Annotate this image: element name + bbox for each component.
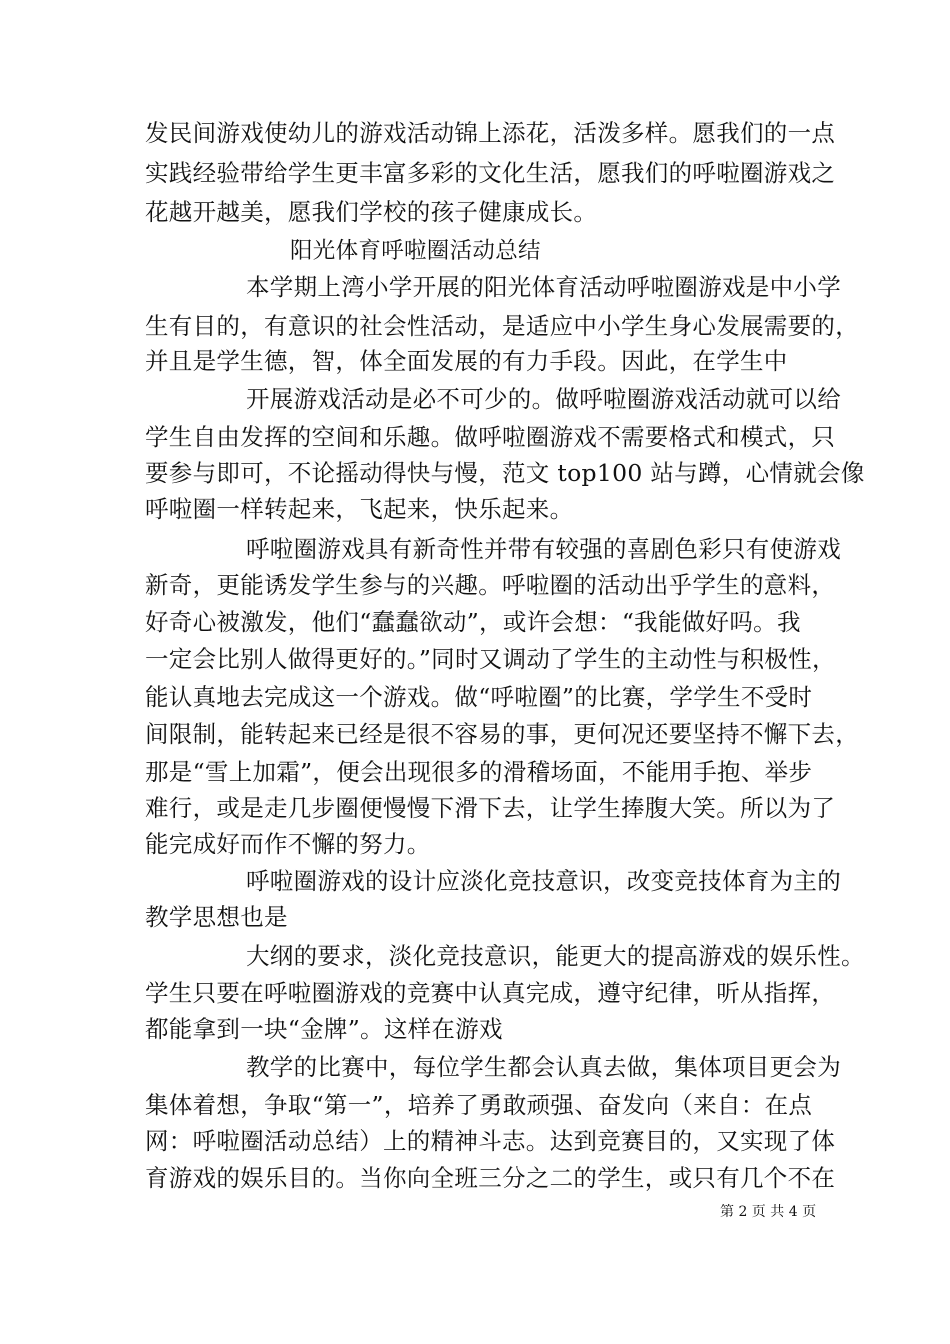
page-number-footer: 第 2 页 共 4 页 (720, 1204, 817, 1220)
body-text-line: 开展游戏活动是必不可少的。做呼啦圈游戏活动就可以给 (246, 385, 841, 413)
body-text-line: 学生只要在呼啦圈游戏的竞赛中认真完成，遵守纪律，听从指挥， (145, 979, 836, 1007)
body-text-line: 并且是学生德，智，体全面发展的有力手段。因此，在学生中 (145, 347, 788, 375)
body-text-line: 难行，或是走几步圈便慢慢下滑下去，让学生捧腹大笑。所以为了 (145, 794, 836, 822)
body-text-line: 都能拿到一块“金牌”。这样在游戏 (145, 1015, 503, 1043)
section-title: 阳光体育呼啦圈活动总结 (290, 238, 541, 264)
body-text-line: 教学思想也是 (145, 903, 288, 931)
body-text-line: 集体着想，争取“第一”，培养了勇敢顽强、奋发向（来自：在点 (145, 1091, 813, 1119)
body-text-line: 大纲的要求，淡化竞技意识，能更大的提高游戏的娱乐性。 (246, 942, 865, 970)
body-text-line: 间限制，能转起来已经是很不容易的事，更何况还要坚持不懈下去， (145, 720, 859, 748)
body-text-line: 实践经验带给学生更丰富多彩的文化生活，愿我们的呼啦圈游戏之 (145, 159, 836, 187)
body-text-line: 那是“雪上加霜”，便会出现很多的滑稽场面，不能用手抱、举步 (145, 758, 813, 786)
body-text-line: 发民间游戏使幼儿的游戏活动锦上添花，活泼多样。愿我们的一点 (145, 119, 836, 147)
body-text-line: 育游戏的娱乐目的。当你向全班三分之二的学生，或只有几个不在 (145, 1164, 836, 1192)
body-text-line: 呼啦圈一样转起来，飞起来，快乐起来。 (145, 495, 574, 523)
body-text-line: 网：呼啦圈活动总结）上的精神斗志。达到竞赛目的，又实现了体 (145, 1127, 836, 1155)
body-text-line: 要参与即可，不论摇动得快与慢，范文 top100 站与蹲，心情就会像 (145, 459, 865, 487)
body-text-line: 能完成好而作不懈的努力。 (145, 830, 431, 858)
body-text-line: 学生自由发挥的空间和乐趣。做呼啦圈游戏不需要格式和模式，只 (145, 423, 836, 451)
body-text-line: 本学期上湾小学开展的阳光体育活动呼啦圈游戏是中小学 (246, 273, 841, 301)
body-text-line: 呼啦圈游戏具有新奇性并带有较强的喜剧色彩只有使游戏 (246, 535, 841, 563)
body-text-line: 花越开越美，愿我们学校的孩子健康成长。 (145, 198, 598, 226)
body-text-line: 一定会比别人做得更好的。”同时又调动了学生的主动性与积极性， (145, 645, 836, 673)
body-text-line: 好奇心被激发，他们“蠢蠢欲动”，或许会想：“我能做好吗。我 (145, 608, 801, 636)
body-text-line: 生有目的，有意识的社会性活动，是适应中小学生身心发展需要的， (145, 312, 859, 340)
body-text-line: 教学的比赛中，每位学生都会认真去做，集体项目更会为 (246, 1053, 841, 1081)
body-text-line: 能认真地去完成这一个游戏。做“呼啦圈”的比赛，学学生不受时 (145, 683, 813, 711)
body-text-line: 新奇，更能诱发学生参与的兴趣。呼啦圈的活动出乎学生的意料， (145, 571, 836, 599)
body-text-line: 呼啦圈游戏的设计应淡化竞技意识，改变竞技体育为主的 (246, 867, 841, 895)
